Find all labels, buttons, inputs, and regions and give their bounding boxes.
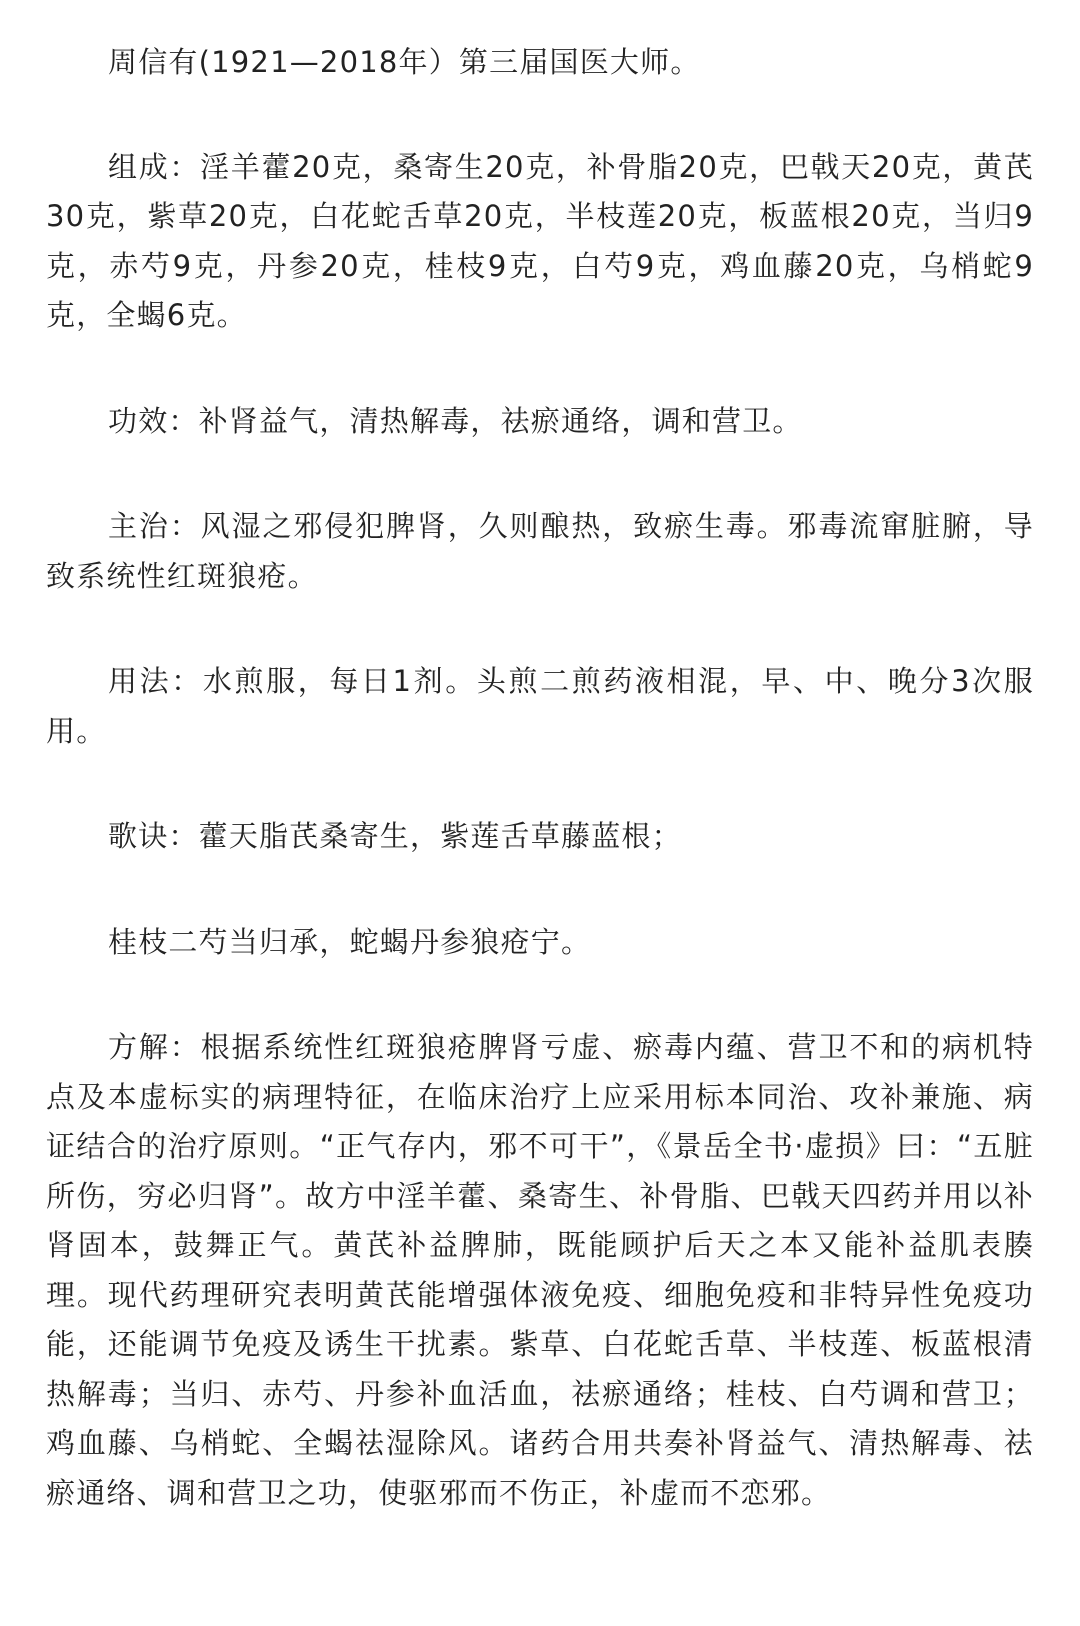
indication-paragraph: 主治：风湿之邪侵犯脾肾，久则酿热，致瘀生毒。邪毒流窜脏腑，导致系统性红斑狼疮。 — [46, 509, 1034, 593]
intro-paragraph: 周信有(1921—2018年）第三届国医大师。 — [108, 45, 701, 79]
usage-paragraph: 用法：水煎服，每日1剂。头煎二煎药液相混，早、中、晚分3次服用。 — [46, 664, 1034, 748]
explanation-paragraph: 方解：根据系统性红斑狼疮脾肾亏虚、瘀毒内蕴、营卫不和的病机特点及本虚标实的病理特征，在临床治疗上应采用标本同治、攻补兼施、病证结合的治疗原则。“正气存内，邪不可干”，《景岳全书·虚损》曰：“五脏所伤，穷必归肾”。故方中淫羊藿、桑寄生、补骨脂、巴戟天四药并用以补肾固本，鼓舞正气。黄芪补益脾肺，既能顾护后天之本又能补益肌表腠理。现代药理研究表明黄芪能增强体液免疫、细胞免疫和非特异性免疫功能，还能调节免疫及诱生干扰素。紫草、白花蛇舌草、半枝莲、板蓝根清热解毒；当归、赤芍、丹参补血活血，祛瘀通络；桂枝、白芍调和营卫；鸡血藤、乌梢蛇、全蝎祛湿除风。诸药合用共奏补肾益气、清热解毒、祛瘀通络、调和营卫之功，使驱邪而不伤正，补虚而不恋邪。 — [46, 1030, 1034, 1510]
efficacy-paragraph: 功效：补肾益气，清热解毒，祛瘀通络，调和营卫。 — [108, 403, 803, 438]
composition-paragraph: 组成：淫羊藿20克，桑寄生20克，补骨脂20克，巴戟天20克，黄芪30克，紫草20克，白花蛇舌草20克，半枝莲20克，板蓝根20克，当归9克，赤芍9克，丹参20克，桂枝9克，白芍9克，鸡血藤20克，乌梢蛇9克，全蝎6克。 — [46, 149, 1034, 332]
rhyme-line-2: 桂枝二芍当归承，蛇蝎丹参狼疮宁。 — [108, 924, 592, 959]
rhyme-line-1: 歌诀：藿天脂芪桑寄生，紫莲舌草藤蓝根； — [108, 819, 682, 853]
